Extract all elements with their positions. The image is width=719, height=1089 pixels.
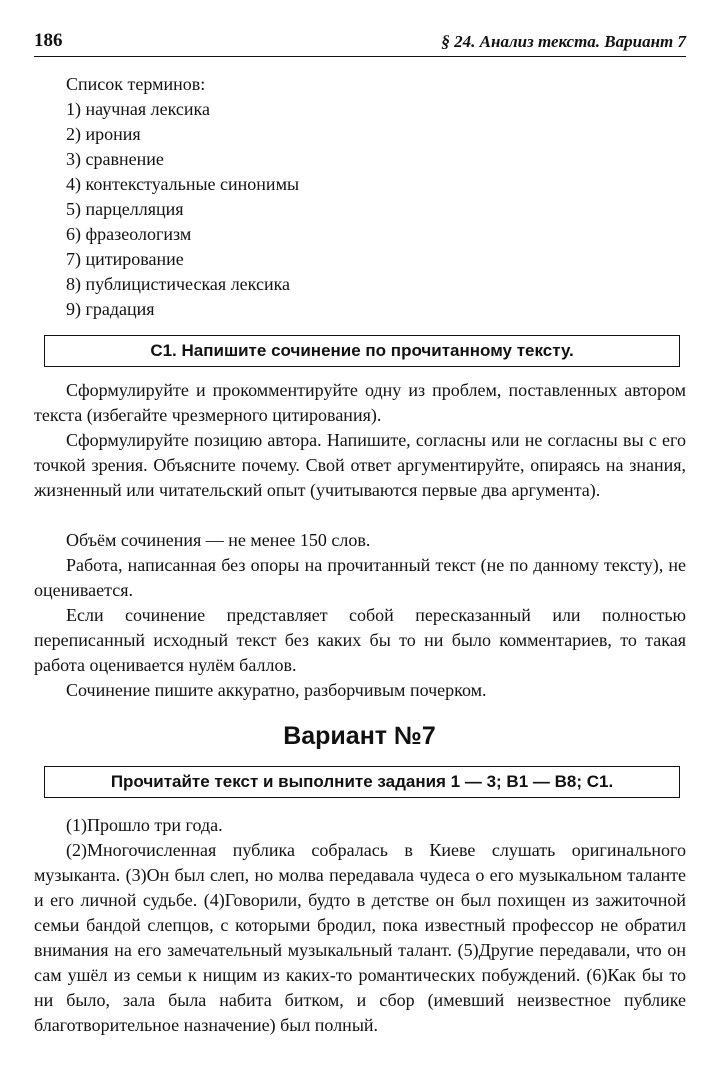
term-item: 6) фразеологизм <box>66 224 192 244</box>
terms-list <box>66 72 299 322</box>
term-item: 2) ирония <box>66 124 141 144</box>
running-title: § 24. Анализ текста. Вариант 7 <box>441 32 686 51</box>
page-number: 186 <box>34 30 63 51</box>
task-paragraph: Объём сочинения — не менее 150 слов. <box>66 530 371 550</box>
variant-instruction: Прочитайте текст и выполните задания 1 — 3; B1 — B8; C1. <box>44 766 680 798</box>
task-paragraph: Работа, написанная без опоры на прочитанный текст (не по данному тексту), не оценивается. <box>34 555 686 600</box>
term-item: 4) контекстуальные синонимы <box>66 174 300 194</box>
text-paragraph: (1)Прошло три года. <box>66 815 223 835</box>
task-c1-heading: C1. Напишите сочинение по прочитанному тексту. <box>44 335 680 367</box>
term-item: 1) научная лексика <box>66 99 211 119</box>
term-item: 5) парцелляция <box>66 199 184 219</box>
term-item: 8) публицистическая лексика <box>66 274 291 294</box>
term-item: 3) сравнение <box>66 149 164 169</box>
variant-heading: Вариант №7 <box>283 722 436 750</box>
task-paragraph: Сочинение пишите аккуратно, разборчивым почерком. <box>66 680 487 700</box>
term-item: 9) градация <box>66 299 155 319</box>
task-paragraph: Если сочинение представляет собой пересказанный или полностью переписанный исходный текст без каких бы то ни было комментариев, то такая работа оценивается нулём баллов. <box>34 605 686 675</box>
terms-title: Список терминов: <box>66 74 206 94</box>
running-header <box>34 30 686 57</box>
term-item: 7) цитирование <box>66 249 184 269</box>
text-paragraph: (2)Многочисленная публика собралась в Киеве слушать оригинального музыканта. (3)Он был слеп, но молва передавала чудеса о его музыкальном таланте и его личной судьбе. (4)Говорили, будто в детстве он был похищен из зажиточной семьи бандой слепцов, с которыми бродил, пока известный профессор не обратил внимания на его замечательный музыкальный талант. (5)Другие передавали, что он сам ушёл из семьи к нищим из каких-то романтических побуждений. (6)Как бы то ни было, зала была набита битком, и сбор (имевший неизвестное публике благотворительное назначение) был полный. <box>34 840 686 1035</box>
task-paragraph: Сформулируйте позицию автора. Напишите, согласны или не согласны вы с его точкой зрения. Объясните почему. Свой ответ аргументируйте, опираясь на знания, жизненный или читательский опыт (учитываются первые два аргумента). <box>34 430 686 500</box>
task-paragraph: Сформулируйте и прокомментируйте одну из проблем, поставленных автором текста (избегайте чрезмерного цитирования). <box>34 380 686 425</box>
